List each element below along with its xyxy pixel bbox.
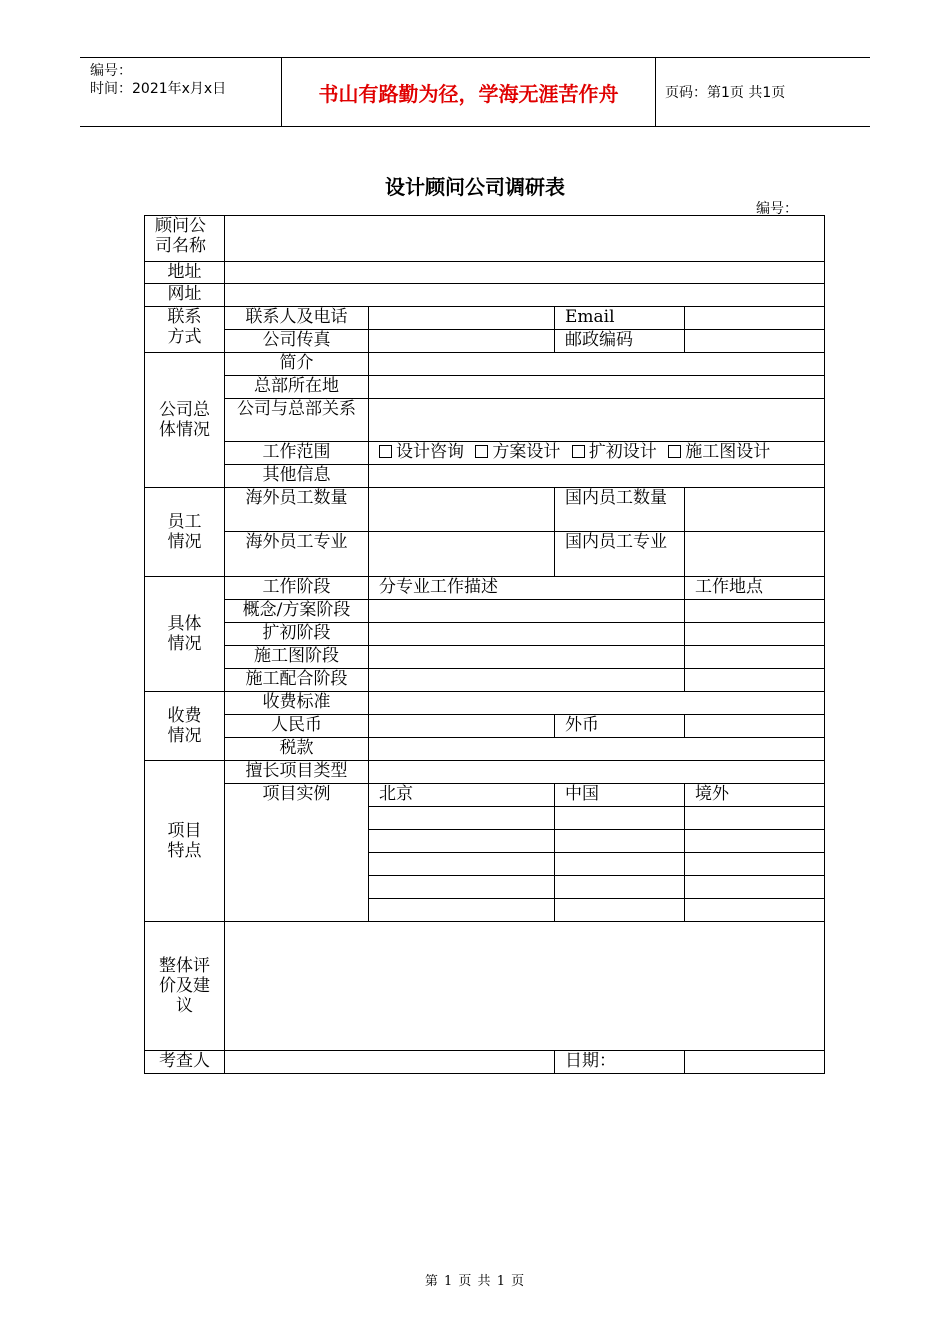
rmb-field[interactable] [369, 715, 555, 738]
document-title: 设计顾问公司调研表 [385, 175, 565, 199]
stage-desc-field[interactable] [369, 646, 685, 669]
china-field[interactable] [555, 853, 685, 876]
address-label: 地址 [145, 262, 225, 284]
beijing-header: 北京 [369, 784, 555, 807]
work-place-header: 工作地点 [685, 577, 825, 600]
work-scope-options [369, 442, 825, 465]
domestic-count-label: 国内员工数量 [555, 488, 685, 532]
scope-option-construction-drawing[interactable]: 施工图设计 [668, 442, 770, 462]
work-place-field[interactable] [685, 623, 825, 646]
postcode-field[interactable] [685, 330, 825, 353]
stage-label: 扩初阶段 [225, 623, 369, 646]
document-number-label: 编号： [756, 201, 798, 217]
evaluation-field[interactable] [225, 922, 825, 1051]
intro-field[interactable] [369, 353, 825, 376]
company-name-field[interactable] [225, 216, 825, 262]
website-field[interactable] [225, 284, 825, 307]
company-name-label: 顾问公司名称 [145, 216, 225, 262]
abroad-field[interactable] [685, 830, 825, 853]
scope-option-preliminary-design[interactable]: 扩初设计 [572, 442, 657, 462]
header-divider [655, 58, 656, 126]
project-type-label: 擅长项目类型 [225, 761, 369, 784]
project-label: 项目特点 [145, 761, 225, 922]
hq-location-label: 总部所在地 [225, 376, 369, 399]
abroad-field[interactable] [685, 853, 825, 876]
address-field[interactable] [225, 262, 825, 284]
scope-option-design-consult[interactable]: 设计咨询 [379, 442, 464, 462]
date-field[interactable] [685, 1051, 825, 1074]
email-field[interactable] [685, 307, 825, 330]
abroad-field[interactable] [685, 807, 825, 830]
intro-label: 简介 [225, 353, 369, 376]
beijing-field[interactable] [369, 853, 555, 876]
overseas-count-label: 海外员工数量 [225, 488, 369, 532]
stage-desc-field[interactable] [369, 623, 685, 646]
checkbox-icon[interactable] [379, 445, 392, 458]
page-footer: 第 1 页 共 1 页 [424, 1274, 526, 1289]
page-header [80, 57, 870, 127]
other-info-field[interactable] [369, 465, 825, 488]
tax-field[interactable] [369, 738, 825, 761]
beijing-field[interactable] [369, 807, 555, 830]
hq-relation-field[interactable] [369, 399, 825, 442]
time-label: 时间：2021年x月x日 [90, 81, 227, 97]
overseas-major-label: 海外员工专业 [225, 532, 369, 577]
work-scope-label: 工作范围 [225, 442, 369, 465]
domestic-count-field[interactable] [685, 488, 825, 532]
overseas-count-field[interactable] [369, 488, 555, 532]
foreign-field[interactable] [685, 715, 825, 738]
abroad-field[interactable] [685, 876, 825, 899]
checkbox-icon[interactable] [572, 445, 585, 458]
china-field[interactable] [555, 899, 685, 922]
inspector-field[interactable] [225, 1051, 555, 1074]
work-place-field[interactable] [685, 600, 825, 623]
contact-person-field[interactable] [369, 307, 555, 330]
foreign-label: 外币 [555, 715, 685, 738]
rmb-label: 人民币 [225, 715, 369, 738]
beijing-field[interactable] [369, 876, 555, 899]
china-header: 中国 [555, 784, 685, 807]
contact-label: 联系方式 [145, 307, 225, 353]
beijing-field[interactable] [369, 899, 555, 922]
china-field[interactable] [555, 876, 685, 899]
stage-desc-field[interactable] [369, 669, 685, 692]
stage-label: 施工配合阶段 [225, 669, 369, 692]
general-label: 公司总体情况 [145, 353, 225, 488]
china-field[interactable] [555, 807, 685, 830]
contact-person-label: 联系人及电话 [225, 307, 369, 330]
website-label: 网址 [145, 284, 225, 307]
hq-location-field[interactable] [369, 376, 825, 399]
stage-desc-field[interactable] [369, 600, 685, 623]
inspector-label: 考查人 [145, 1051, 225, 1074]
overseas-major-field[interactable] [369, 532, 555, 577]
email-label: Email [555, 307, 685, 330]
beijing-field[interactable] [369, 830, 555, 853]
date-label: 日期： [555, 1051, 685, 1074]
hq-relation-label: 公司与总部关系 [225, 399, 369, 442]
scope-option-scheme-design[interactable]: 方案设计 [475, 442, 560, 462]
header-motto: 书山有路勤为径，学海无涯苦作舟 [318, 81, 619, 106]
postcode-label: 邮政编码 [555, 330, 685, 353]
work-place-field[interactable] [685, 646, 825, 669]
staff-label: 员工情况 [145, 488, 225, 577]
stage-desc-header: 分专业工作描述 [369, 577, 685, 600]
checkbox-icon[interactable] [668, 445, 681, 458]
fee-label: 收费情况 [145, 692, 225, 761]
detail-label: 具体情况 [145, 577, 225, 692]
tax-label: 税款 [225, 738, 369, 761]
stage-label: 概念/方案阶段 [225, 600, 369, 623]
abroad-field[interactable] [685, 899, 825, 922]
project-type-field[interactable] [369, 761, 825, 784]
header-page-info: 页码：第1页 共1页 [665, 85, 786, 101]
other-info-label: 其他信息 [225, 465, 369, 488]
china-field[interactable] [555, 830, 685, 853]
domestic-major-field[interactable] [685, 532, 825, 577]
serial-label: 编号： [90, 63, 132, 79]
domestic-major-label: 国内员工专业 [555, 532, 685, 577]
evaluation-label: 整体评价及建议 [145, 922, 225, 1051]
stage-label: 施工图阶段 [225, 646, 369, 669]
abroad-header: 境外 [685, 784, 825, 807]
fee-standard-label: 收费标准 [225, 692, 369, 715]
work-stage-header: 工作阶段 [225, 577, 369, 600]
work-place-field[interactable] [685, 669, 825, 692]
survey-form-table [144, 215, 825, 1074]
checkbox-icon[interactable] [475, 445, 488, 458]
project-examples-label: 项目实例 [225, 784, 369, 922]
fax-label: 公司传真 [225, 330, 369, 353]
fax-field[interactable] [369, 330, 555, 353]
fee-standard-field[interactable] [369, 692, 825, 715]
header-left [90, 62, 226, 98]
